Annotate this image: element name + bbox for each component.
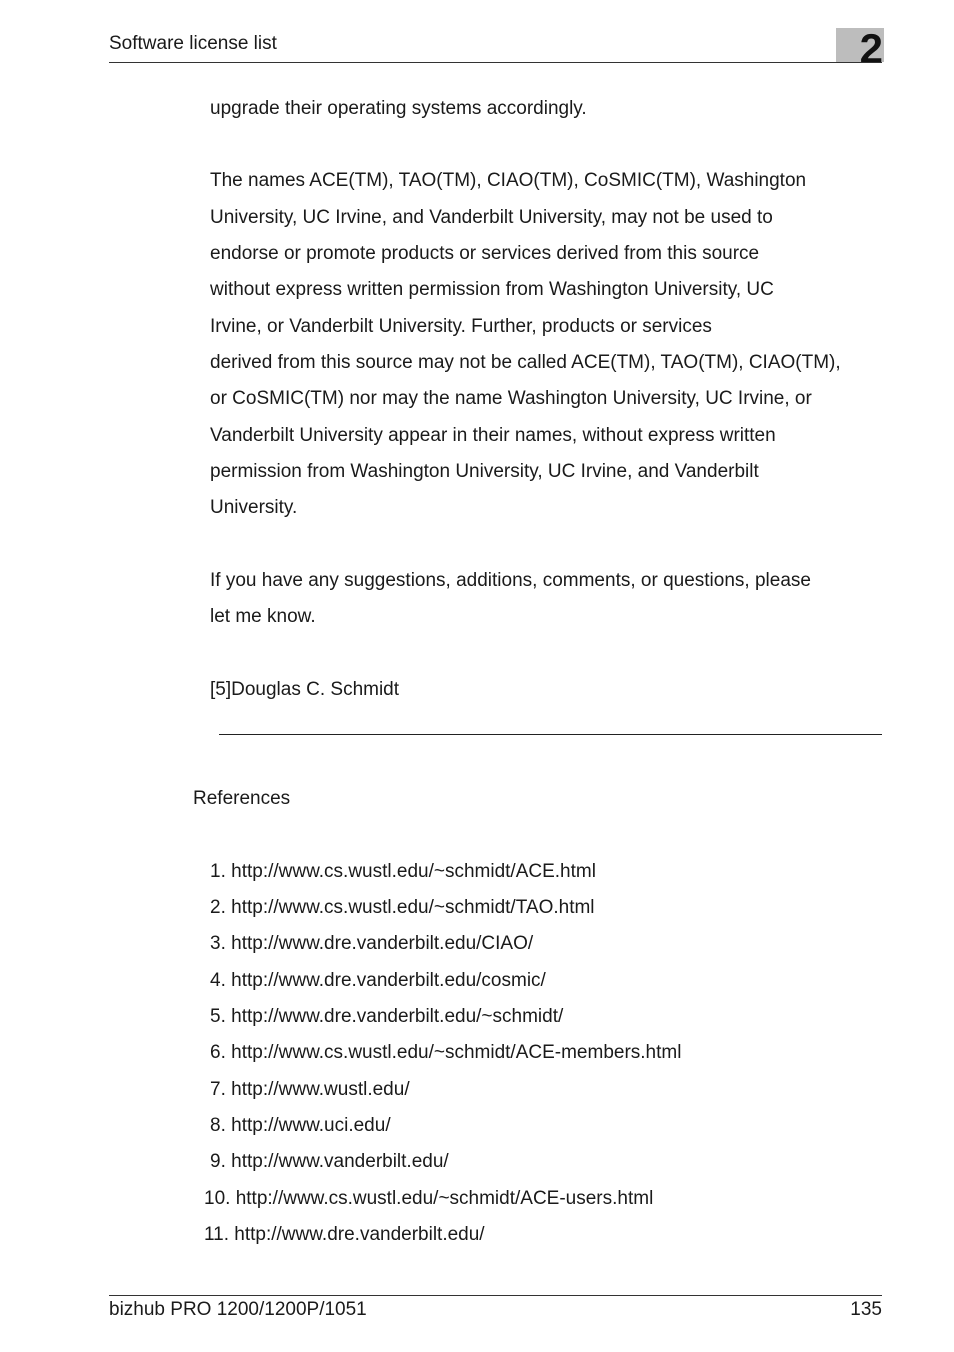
reference-item: 3. http://www.dre.vanderbilt.edu/CIAO/ [210,933,534,954]
body-line-11: University. [210,497,298,518]
running-header-title: Software license list [109,33,277,54]
reference-item: 11. http://www.dre.vanderbilt.edu/ [204,1224,485,1245]
body-line-9: Vanderbilt University appear in their names, without express written [210,425,776,446]
body-line-7: derived from this source may not be called ACE(TM), TAO(TM), CIAO(TM), [210,352,841,373]
footer-divider [109,1295,882,1296]
body-line-8: or CoSMIC(TM) nor may the name Washington University, UC Irvine, or [210,388,812,409]
body-line-13: let me know. [210,606,316,627]
footer-product-name: bizhub PRO 1200/1200P/1051 [109,1299,367,1320]
reference-item: 7. http://www.wustl.edu/ [210,1079,410,1100]
body-line-1: upgrade their operating systems accordingly. [210,98,587,119]
reference-item: 5. http://www.dre.vanderbilt.edu/~schmidt/ [210,1006,564,1027]
chapter-number: 2 [859,25,883,72]
header-divider [109,62,882,63]
signature: [5]Douglas C. Schmidt [210,679,400,700]
section-separator [219,734,882,735]
body-line-3: University, UC Irvine, and Vanderbilt University, may not be used to [210,207,773,228]
reference-item: 2. http://www.cs.wustl.edu/~schmidt/TAO.html [210,897,595,918]
page-number: 135 [850,1299,882,1320]
body-line-5: without express written permission from Washington University, UC [210,279,774,300]
reference-item: 10. http://www.cs.wustl.edu/~schmidt/ACE-users.html [204,1188,654,1209]
body-line-12: If you have any suggestions, additions, comments, or questions, please [210,570,811,591]
body-line-6: Irvine, or Vanderbilt University. Further, products or services [210,316,712,337]
chapter-tab [836,25,884,72]
reference-item: 4. http://www.dre.vanderbilt.edu/cosmic/ [210,970,546,991]
body-line-4: endorse or promote products or services derived from this source [210,243,760,264]
body-line-10: permission from Washington University, UC Irvine, and Vanderbilt [210,461,759,482]
reference-item: 6. http://www.cs.wustl.edu/~schmidt/ACE-members.html [210,1042,682,1063]
reference-item: 1. http://www.cs.wustl.edu/~schmidt/ACE.html [210,861,596,882]
reference-item: 8. http://www.uci.edu/ [210,1115,391,1136]
reference-item: 9. http://www.vanderbilt.edu/ [210,1151,449,1172]
body-line-2: The names ACE(TM), TAO(TM), CIAO(TM), CoSMIC(TM), Washington [210,170,807,191]
references-heading: References [193,788,291,809]
